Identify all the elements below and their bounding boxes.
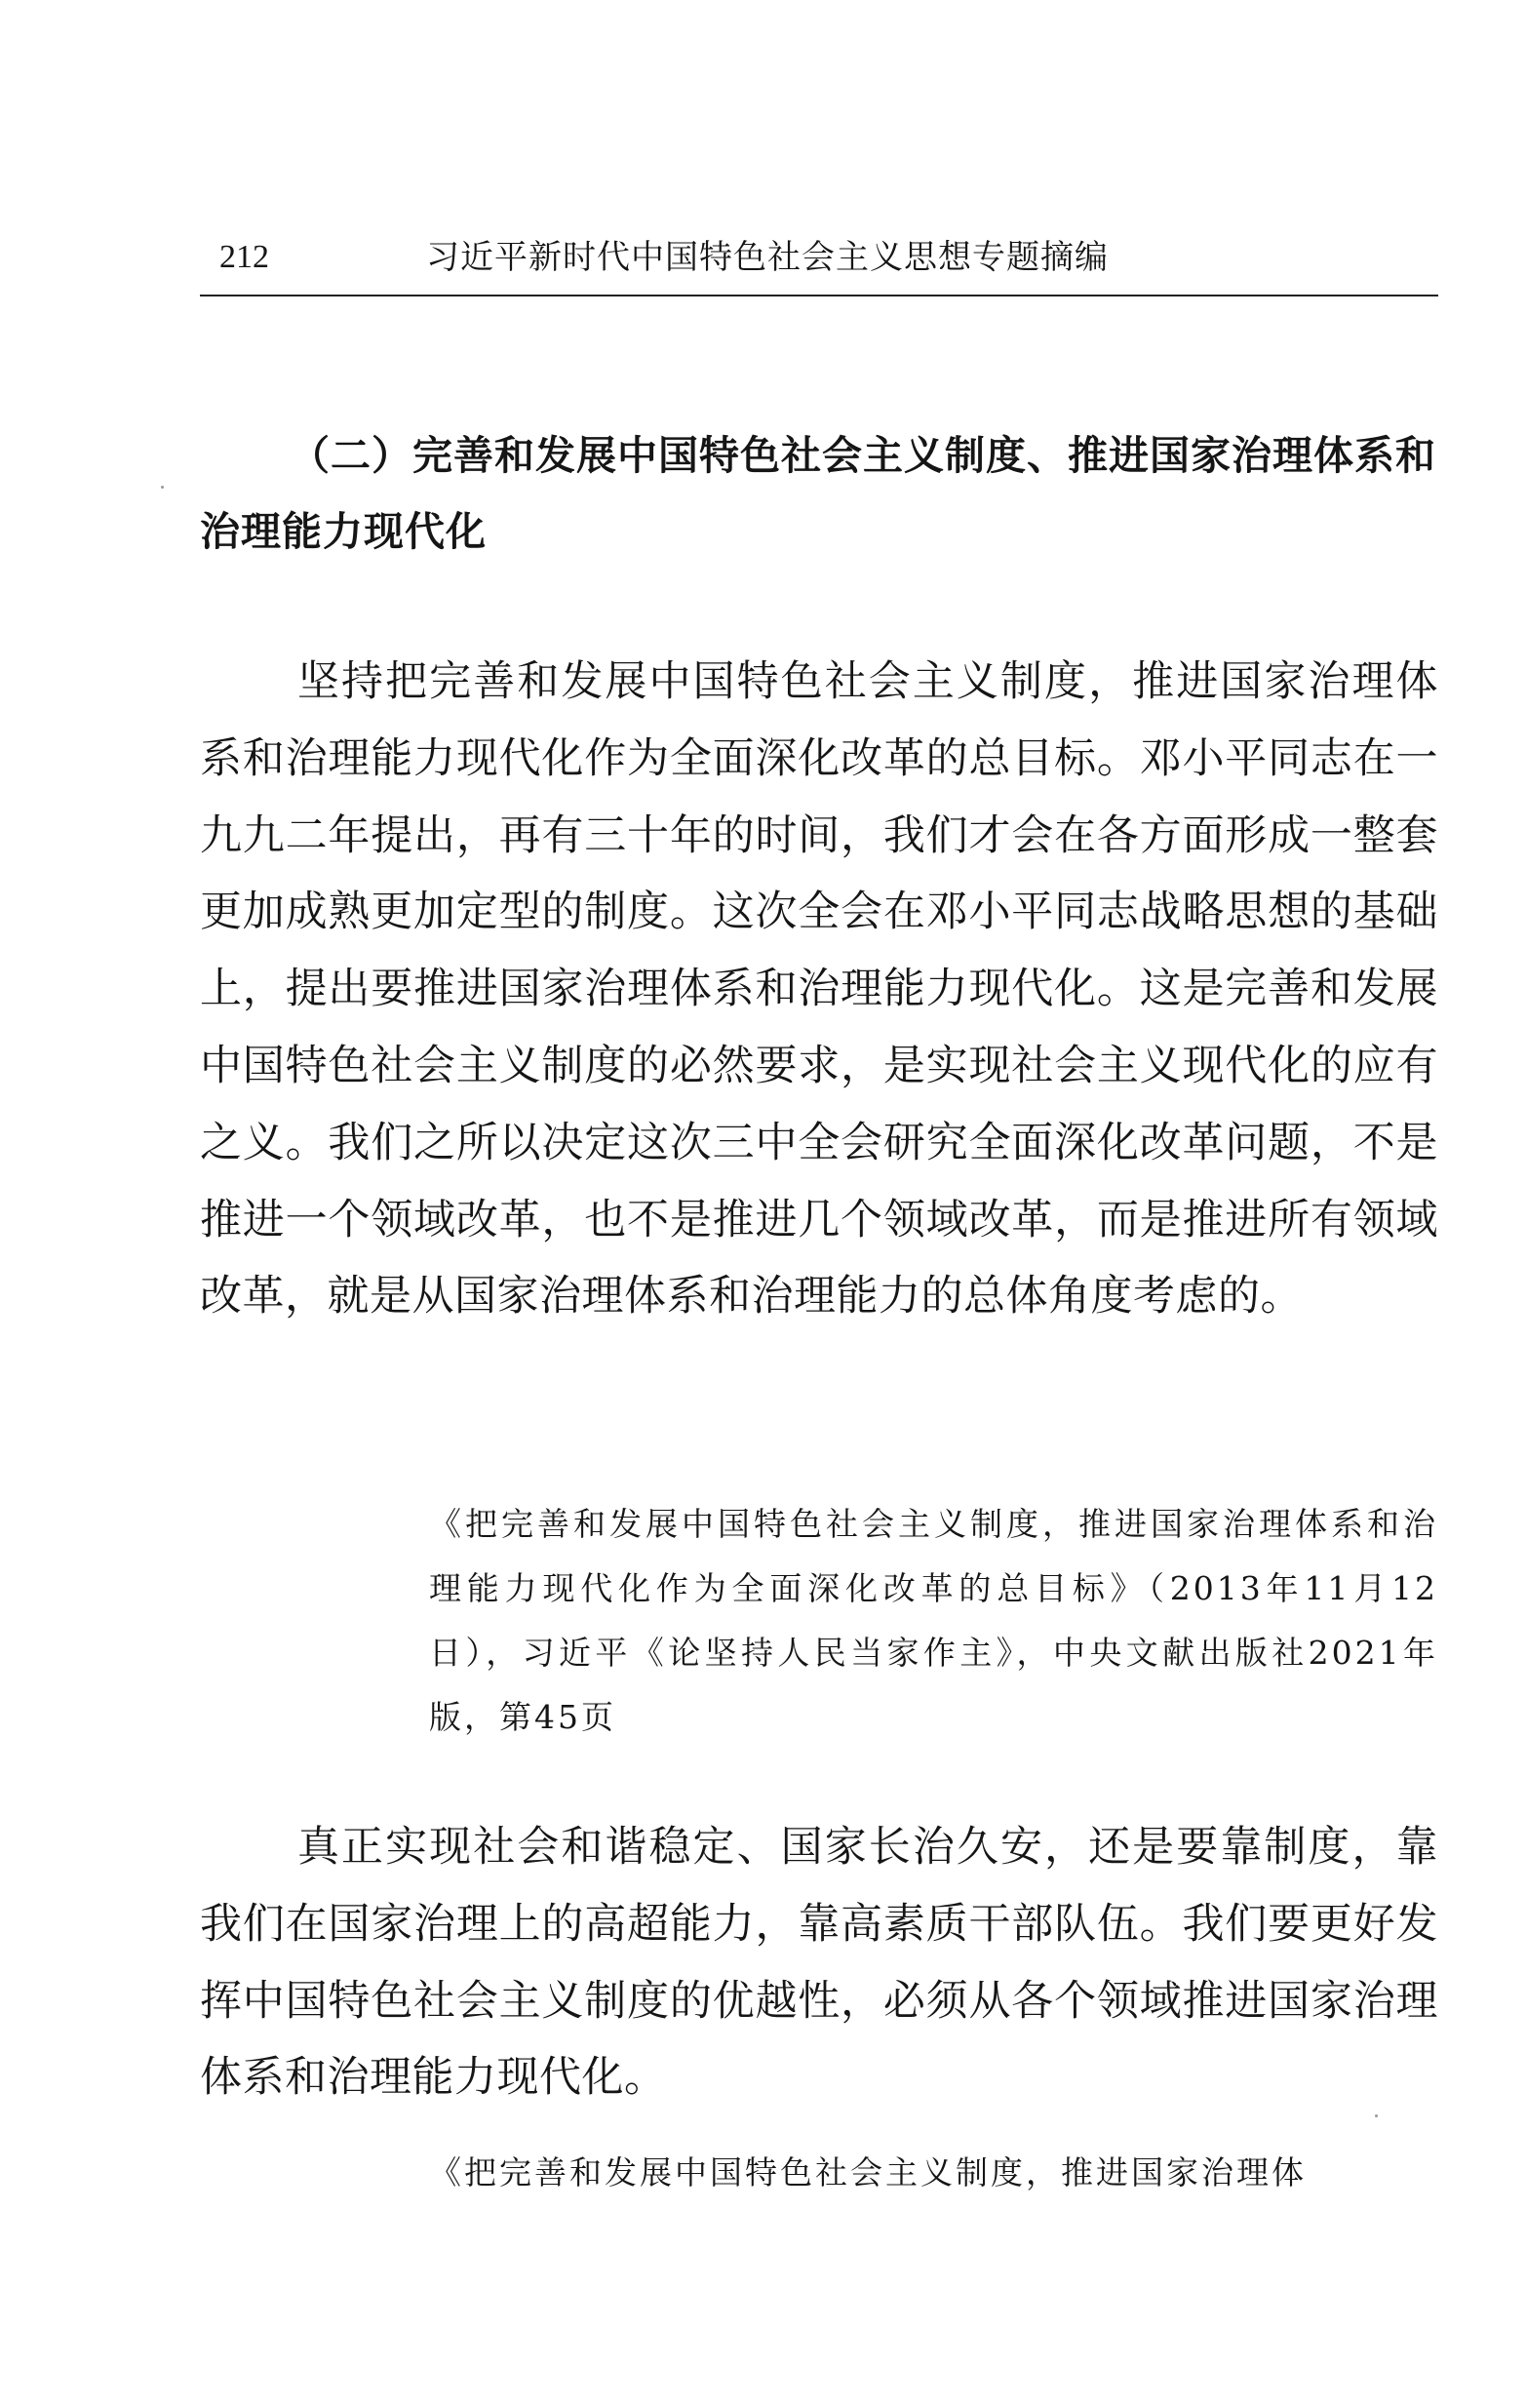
section-title: （二）完善和发展中国特色社会主义制度、推进国家治理体系和治理能力现代化	[200, 432, 1436, 555]
citation: 《把完善和发展中国特色社会主义制度，推进国家治理体系和治理能力现代化作为全面深化改革的总目标》（2013年11月12日），习近平《论坚持人民当家作主》，中央文献出版社2021年版，第45页	[429, 1505, 1438, 1736]
scan-speck	[1375, 2114, 1378, 2117]
page-number: 212	[219, 239, 269, 275]
body-paragraph: 真正实现社会和谐稳定、国家长治久安，还是要靠制度，靠我们在国家治理上的高超能力，靠高素质干部队伍。我们要更好发挥中国特色社会主义制度的优越性，必须从各个领域推进国家治理体系和治理能力现代化。	[200, 1823, 1438, 2103]
citation: 《把完善和发展中国特色社会主义制度，推进国家治理体	[429, 2153, 1307, 2191]
running-header	[200, 234, 1438, 296]
body-paragraph: 坚持把完善和发展中国特色社会主义制度，推进国家治理体系和治理能力现代化作为全面深化改革的总目标。邓小平同志在一九九二年提出，再有三十年的时间，我们才会在各方面形成一整套更加成熟更加定型的制度。这次全会在邓小平同志战略思想的基础上，提出要推进国家治理体系和治理能力现代化。这是完善和发展中国特色社会主义制度的必然要求，是实现社会主义现代化的应有之义。我们之所以决定这次三中全会研究全面深化改革问题，不是推进一个领域改革，也不是推进几个领域改革，而是推进所有领域改革，就是从国家治理体系和治理能力的总体角度考虑的。	[200, 657, 1438, 1322]
scan-speck	[161, 486, 164, 489]
running-title: 习近平新时代中国特色社会主义思想专题摘编	[426, 238, 1109, 277]
